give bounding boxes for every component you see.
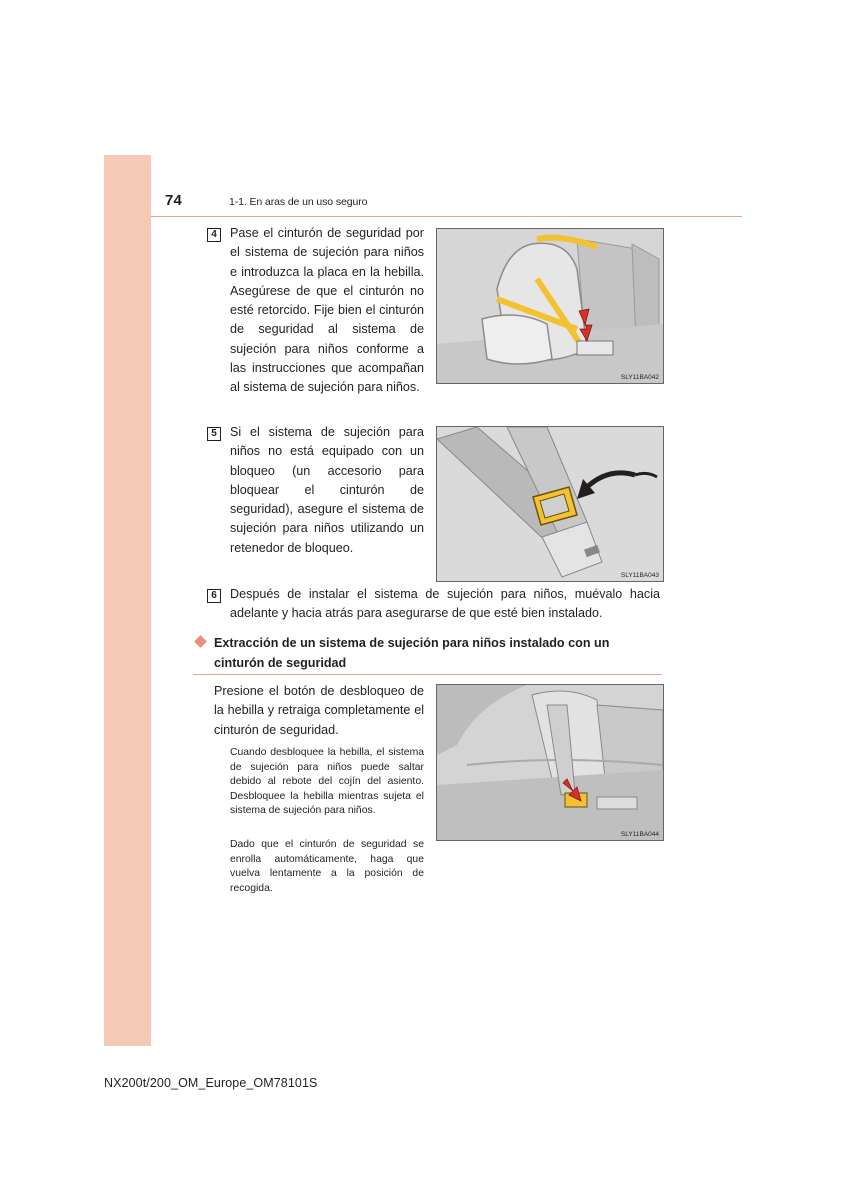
- removal-subheading: Extracción de un sistema de sujeción para niños instalado con un cinturón de seguridad: [214, 636, 610, 670]
- step-number-5: 5: [207, 427, 221, 441]
- subheading-divider: [193, 674, 662, 675]
- figure-code: SLY11BA042: [620, 374, 659, 381]
- step-number-4: 4: [207, 228, 221, 242]
- figure-buckle-release: [436, 684, 664, 841]
- figure-locking-clip: [436, 426, 664, 582]
- header-divider: [151, 216, 742, 217]
- step-6-text: Después de instalar el sistema de sujeción para niños, muévalo hacia adelante y hacia atrás para asegurarse de que esté bien instalado.: [230, 587, 660, 621]
- page-number: 74: [165, 192, 183, 209]
- buckle-release-illustration: [437, 685, 663, 840]
- page-side-tab: [104, 155, 151, 1046]
- note-buckle-release: Cuando desbloquee la hebilla, el sistema de sujeción para niños puede saltar debido al rebote del cojín del asiento. Desbloquee la hebilla mientras sujeta el sistema de sujeción para niños.: [230, 747, 424, 817]
- removal-instruction: Presione el botón de desbloqueo de la hebilla y retraiga completamente el cinturón de seguridad.: [214, 684, 424, 737]
- figure-code: SLY11BA043: [620, 572, 659, 579]
- section-title: 1-1. En aras de un uso seguro: [229, 196, 368, 208]
- figure-child-seat-belt: [436, 228, 664, 384]
- note-belt-retract: Dado que el cinturón de seguridad se enrolla automáticamente, haga que vuelva lentamente a la posición de recogida.: [230, 839, 424, 894]
- child-seat-illustration: [437, 229, 663, 383]
- step-5-text: Si el sistema de sujeción para niños no está equipado con un bloqueo (un accesorio para bloquear el cinturón de seguridad), asegure el sistema de sujeción para niños utilizando un retenedor de bloqueo.: [230, 425, 424, 555]
- footer-document-id: NX200t/200_OM_Europe_OM78101S: [104, 1076, 318, 1090]
- locking-clip-illustration: [437, 427, 663, 581]
- figure-code: SLY11BA044: [620, 831, 659, 838]
- step-number-6: 6: [207, 589, 221, 603]
- bullet-diamond-icon: [194, 635, 207, 648]
- step-4-text: Pase el cinturón de seguridad por el sistema de sujeción para niños e introduzca la placa en la hebilla. Asegúrese de que el cinturón no esté retorcido. Fije bien el cinturón de seguridad al sistema de sujeción para niños conforme a las instrucciones que acompañan al sistema de sujeción para niños.: [230, 226, 424, 395]
